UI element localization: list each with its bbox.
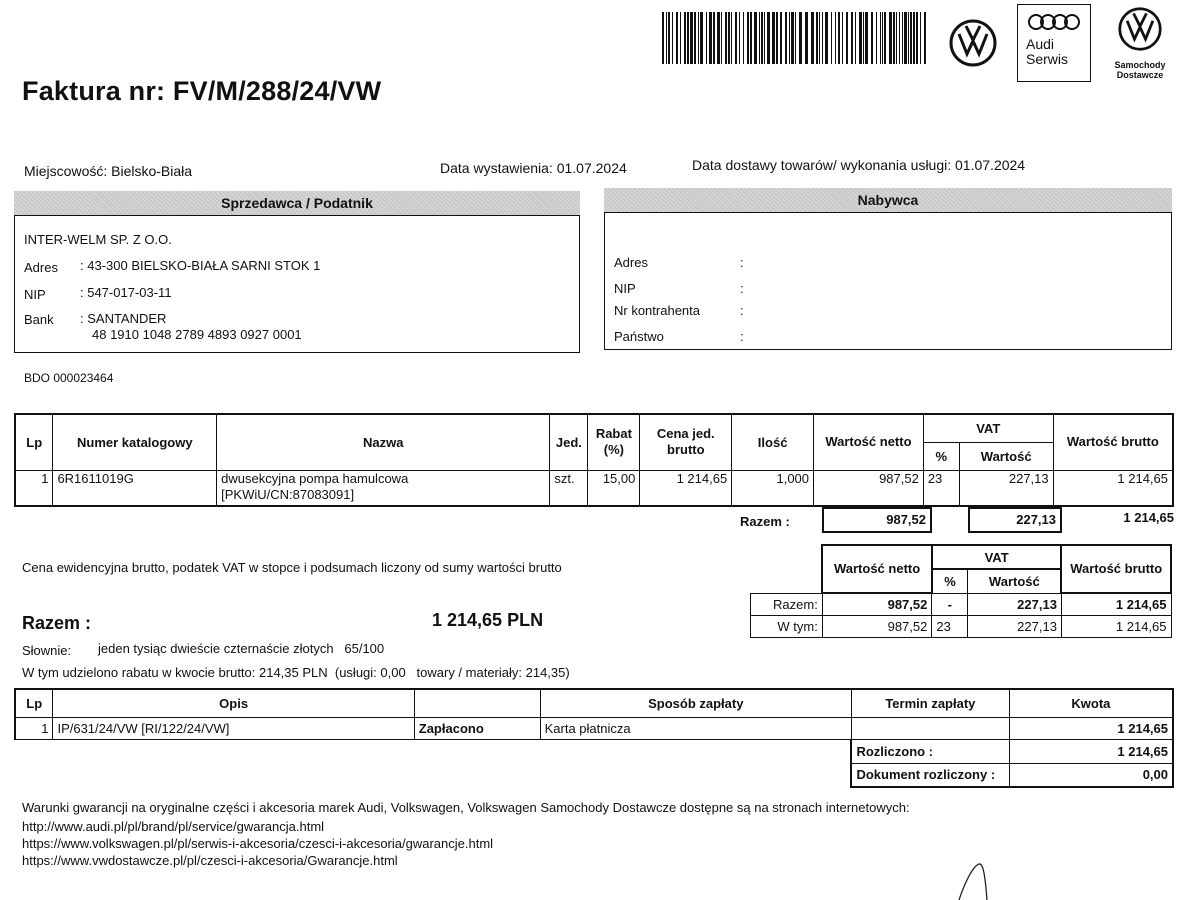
seller-nip: : 547-017-03-11 bbox=[80, 285, 172, 300]
audi-text: Audi bbox=[1026, 36, 1055, 52]
col-unit-price: Cena jed. brutto bbox=[640, 414, 732, 470]
col-discount: Rabat (%) bbox=[588, 414, 640, 470]
vw-commercial-icon bbox=[1117, 6, 1163, 52]
buyer-nip-label: NIP bbox=[614, 281, 636, 296]
vw-logo-icon bbox=[948, 18, 998, 68]
warranty-link-vwdostawcze[interactable]: https://www.vwdostawcze.pl/pl/czesci-i-akcesoria/Gwarancje.html bbox=[22, 853, 398, 868]
discount-info: W tym udzielono rabatu w kwocie brutto: 214,35 PLN (usługi: 0,00 towary / materiały: 214,35) bbox=[22, 665, 570, 680]
barcode-graphic bbox=[660, 12, 930, 64]
warranty-line1: Warunki gwarancji na oryginalne części i akcesoria marek Audi, Volkswagen, Volkswagen Samochody Dostawcze dostępne są na stronach internetowych: bbox=[22, 800, 910, 815]
audi-serwis-logo bbox=[1017, 4, 1091, 82]
place: Miejscowość: Bielsko-Biała bbox=[24, 163, 193, 179]
row-lp: 1 bbox=[15, 470, 53, 506]
items-total-vat: 227,13 bbox=[968, 507, 1062, 533]
buyer-contractor-colon: : bbox=[740, 303, 744, 318]
sum-col-net: Wartość netto bbox=[822, 545, 932, 593]
seller-bank: : SANTANDER bbox=[80, 311, 167, 326]
sum-row2-label: W tym: bbox=[751, 615, 823, 637]
sum-row1-net: 987,52 bbox=[822, 593, 932, 615]
col-catalog: Numer katalogowy bbox=[53, 414, 217, 470]
vw-logo bbox=[948, 18, 998, 68]
payment-table bbox=[14, 688, 1174, 788]
pay-row-lp: 1 bbox=[15, 717, 53, 739]
table-row bbox=[15, 470, 1173, 506]
items-total-gross: 1 214,65 bbox=[1123, 510, 1174, 525]
items-table bbox=[14, 413, 1174, 507]
row-qty: 1,000 bbox=[732, 470, 814, 506]
doc-settled-label: Dokument rozliczony : bbox=[851, 763, 1009, 787]
sum-row1-label: Razem: bbox=[751, 593, 823, 615]
sum-col-vat-value: Wartość bbox=[968, 569, 1062, 593]
col-net: Wartość netto bbox=[814, 414, 924, 470]
table-row bbox=[751, 593, 1172, 615]
table-row bbox=[15, 717, 1173, 739]
sum-col-gross: Wartość brutto bbox=[1061, 545, 1171, 593]
sd-line2: Dostawcze bbox=[1116, 70, 1164, 80]
row-name-line2: [PKWiU/CN:87083091] bbox=[221, 486, 355, 502]
pen-mark bbox=[955, 862, 995, 900]
pay-row-status: Zapłacono bbox=[414, 717, 540, 739]
pay-row-amount: 1 214,65 bbox=[1009, 717, 1173, 739]
seller-header: Sprzedawca / Podatnik bbox=[14, 191, 580, 215]
sd-line1: Samochody bbox=[1114, 60, 1166, 70]
pay-col-status bbox=[414, 689, 540, 717]
row-name-line1: dwusekcyjna pompa hamulcowa bbox=[221, 470, 409, 486]
col-vat-pct: % bbox=[923, 442, 959, 470]
vat-summary-table bbox=[750, 544, 1172, 638]
price-note: Cena ewidencyjna brutto, podatek VAT w stopce i podsumach liczony od sumy wartości brutto bbox=[22, 560, 562, 575]
pay-row-desc: IP/631/24/VW [RI/122/24/VW] bbox=[53, 717, 414, 739]
seller-address-label: Adres bbox=[24, 260, 58, 275]
warranty-link-audi[interactable]: http://www.audi.pl/pl/brand/pl/service/gwarancja.html bbox=[22, 819, 325, 834]
sum-row2-vat: 227,13 bbox=[968, 615, 1062, 637]
items-total-net: 987,52 bbox=[822, 507, 932, 533]
row-gross: 1 214,65 bbox=[1053, 470, 1173, 506]
grand-total-amount: 1 214,65 PLN bbox=[432, 610, 544, 630]
sum-row2-pct: 23 bbox=[932, 615, 968, 637]
amount-words: jeden tysiąc dwieście czternaście złotych 65/100 bbox=[98, 641, 385, 656]
pen-mark-graphic bbox=[955, 862, 995, 900]
row-vat-pct: 23 bbox=[923, 470, 959, 506]
pay-row-method: Karta płatnicza bbox=[540, 717, 851, 739]
pay-col-lp: Lp bbox=[15, 689, 53, 717]
col-lp: Lp bbox=[15, 414, 53, 470]
pay-col-desc: Opis bbox=[53, 689, 414, 717]
warranty-link-volkswagen[interactable]: https://www.volkswagen.pl/pl/serwis-i-akcesoria/czesci-i-akcesoria/gwarancje.html bbox=[22, 836, 494, 851]
sum-row2-net: 987,52 bbox=[822, 615, 932, 637]
sum-row1-vat: 227,13 bbox=[968, 593, 1062, 615]
col-unit: Jed. bbox=[550, 414, 588, 470]
sum-row1-gross: 1 214,65 bbox=[1061, 593, 1171, 615]
col-vat-value: Wartość bbox=[959, 442, 1053, 470]
row-catalog: 6R1611019G bbox=[53, 470, 217, 506]
sum-col-pct: % bbox=[932, 569, 968, 593]
issue-date: Data wystawienia: 01.07.2024 bbox=[440, 160, 627, 176]
sum-row2-gross: 1 214,65 bbox=[1061, 615, 1171, 637]
row-unit: szt. bbox=[550, 470, 588, 506]
col-name: Nazwa bbox=[217, 414, 550, 470]
seller-name: INTER-WELM SP. Z O.O. bbox=[24, 232, 172, 247]
buyer-contractor-label: Nr kontrahenta bbox=[614, 303, 700, 318]
audi-rings-icon bbox=[1019, 11, 1089, 33]
seller-nip-label: NIP bbox=[24, 287, 46, 302]
buyer-address-label: Adres bbox=[614, 255, 648, 270]
delivery-date: Data dostawy towarów/ wykonania usługi: 01.07.2024 bbox=[692, 157, 1026, 173]
col-gross: Wartość brutto bbox=[1053, 414, 1173, 470]
row-unit-price: 1 214,65 bbox=[640, 470, 732, 506]
invoice-title: Faktura nr: FV/M/288/24/VW bbox=[22, 76, 382, 106]
row-name bbox=[217, 470, 550, 506]
seller-bank-label: Bank bbox=[24, 312, 54, 327]
barcode bbox=[660, 12, 930, 64]
bdo-number: BDO 000023464 bbox=[24, 371, 114, 385]
col-vat: VAT bbox=[923, 414, 1053, 442]
col-qty: Ilość bbox=[732, 414, 814, 470]
pay-col-method: Sposób zapłaty bbox=[540, 689, 851, 717]
pay-row-term bbox=[851, 717, 1009, 739]
row-net: 987,52 bbox=[814, 470, 924, 506]
sum-row1-pct: - bbox=[932, 593, 968, 615]
serwis-text: Serwis bbox=[1026, 51, 1069, 67]
buyer-header: Nabywca bbox=[604, 188, 1172, 212]
row-discount: 15,00 bbox=[588, 470, 640, 506]
buyer-address-colon: : bbox=[740, 255, 744, 270]
table-row bbox=[751, 615, 1172, 637]
doc-settled-value: 0,00 bbox=[1009, 763, 1173, 787]
pay-col-amount: Kwota bbox=[1009, 689, 1173, 717]
buyer-box bbox=[604, 212, 1172, 350]
settled-label: Rozliczono : bbox=[851, 739, 1009, 763]
amount-words-label: Słownie: bbox=[22, 643, 72, 658]
sum-col-vat: VAT bbox=[932, 545, 1062, 569]
settled-value: 1 214,65 bbox=[1009, 739, 1173, 763]
buyer-country-label: Państwo bbox=[614, 329, 664, 344]
seller-account: 48 1910 1048 2789 4893 0927 0001 bbox=[92, 327, 302, 342]
buyer-country-colon: : bbox=[740, 329, 744, 344]
row-vat-value: 227,13 bbox=[959, 470, 1053, 506]
pay-col-term: Termin zapłaty bbox=[851, 689, 1009, 717]
seller-address: : 43-300 BIELSKO-BIAŁA SARNI STOK 1 bbox=[80, 258, 321, 273]
vw-commercial-logo bbox=[1108, 6, 1172, 80]
items-total-label: Razem : bbox=[740, 514, 790, 529]
grand-total-label: Razem : bbox=[22, 613, 92, 633]
buyer-nip-colon: : bbox=[740, 281, 744, 296]
